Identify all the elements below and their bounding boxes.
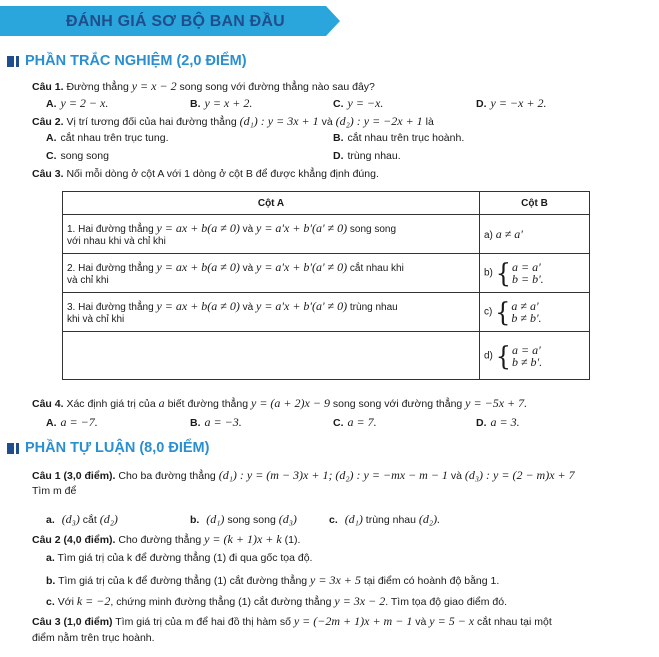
section-heading-multiple-choice: PHẦN TRẮC NGHIỆM (2,0 ĐIỂM) <box>7 53 247 69</box>
question-4: Câu 4. Xác định giá trị của a biết đường thẳng y = (a + 2)x − 9 song song với đường thẳng y = −5x + 7. <box>32 396 528 410</box>
column-a-row-1[interactable]: 1. Hai đường thẳng y = ax + b(a ≠ 0) và y = a'x + b'(a' ≠ 0) song song với nhau khi và chỉ khi <box>63 215 480 254</box>
essay-question-2: Câu 2 (4,0 điểm). Cho đường thẳng y = (k + 1)x + k (1). <box>32 532 301 546</box>
equation-system: { a = a' b = b'. <box>495 257 544 289</box>
column-b-header: Cột B <box>480 192 590 215</box>
section-marker-icon <box>7 56 14 67</box>
q2-option-b[interactable]: B. cắt nhau trên trục hoành. <box>333 132 465 144</box>
column-b-row-d[interactable]: d) { a = a' b ≠ b'. <box>480 332 590 380</box>
essay-q1-part-b: b. (d₁) song song (d₃) <box>190 512 297 526</box>
essay-question-3-continued: điểm nằm trên trục hoành. <box>32 632 155 644</box>
column-b-row-c[interactable]: c) { a ≠ a' b ≠ b'. <box>480 293 590 332</box>
equation-system: { a = a' b ≠ b'. <box>495 340 543 371</box>
essay-q2-part-c: c. Với k = −2, chứng minh đường thẳng (1) cắt đường thẳng y = 3x − 2. Tìm tọa độ giao điểm đó. <box>46 594 508 608</box>
question-2: Câu 2. Vị trí tương đối của hai đường thẳng (d₁) : y = 3x + 1 và (d₂) : y = −2x + 1 là <box>32 114 434 128</box>
section-marker-icon <box>16 56 19 67</box>
brace-icon: { <box>495 257 511 289</box>
section-heading-essay: PHẦN TỰ LUẬN (8,0 ĐIỂM) <box>7 440 209 456</box>
column-a-row-2[interactable]: 2. Hai đường thẳng y = ax + b(a ≠ 0) và y = a'x + b'(a' ≠ 0) cắt nhau khi và chỉ khi <box>63 254 480 293</box>
column-a-row-empty <box>63 332 480 380</box>
essay-q2-part-b: b. Tìm giá trị của k để đường thẳng (1) cắt đường thẳng y = 3x + 5 tại điểm có hoành độ bằng 1. <box>46 573 500 587</box>
essay-question-1: Câu 1 (3,0 điểm). Cho ba đường thẳng (d₁) : y = (m − 3)x + 1; (d₂) : y = −mx − m − 1 và (d₃) : y = (2 − m)x + 7 <box>32 468 575 482</box>
brace-icon: { <box>495 340 511 371</box>
section-marker-icon <box>16 443 19 454</box>
page-title: ĐÁNH GIÁ SƠ BỘ BAN ĐẦU <box>66 13 285 30</box>
q1-option-c[interactable]: C. y = −x. <box>333 96 384 110</box>
q1-option-b[interactable]: B. y = x + 2. <box>190 96 253 110</box>
q2-option-d[interactable]: D. trùng nhau. <box>333 150 401 162</box>
q2-option-c[interactable]: C. song song <box>46 150 109 162</box>
question-3: Câu 3. Nối mỗi dòng ở cột A với 1 dòng ở cột B để được khẳng định đúng. <box>32 168 379 180</box>
question-1: Câu 1. Đường thẳng y = x − 2 song song với đường thẳng nào sau đây? <box>32 79 375 93</box>
brace-icon: { <box>495 296 511 328</box>
q2-option-a[interactable]: A. cắt nhau trên trục tung. <box>46 132 169 144</box>
essay-q1-part-c: c. (d₁) trùng nhau (d₂). <box>329 512 441 526</box>
column-a-row-3[interactable]: 3. Hai đường thẳng y = ax + b(a ≠ 0) và y = a'x + b'(a' ≠ 0) trùng nhau khi và chỉ khi <box>63 293 480 332</box>
equation-system: { a ≠ a' b ≠ b'. <box>495 296 542 328</box>
column-a-header: Cột A <box>63 192 480 215</box>
essay-q1-part-a: a. (d₃) cắt (d₂) <box>46 512 118 526</box>
q4-option-c[interactable]: C. a = 7. <box>333 415 377 429</box>
essay-q2-part-a: a. Tìm giá trị của k để đường thẳng (1) đi qua gốc tọa độ. <box>46 552 313 564</box>
essay-question-3: Câu 3 (1,0 điểm) Tìm giá trị của m để hai đồ thị hàm số y = (−2m + 1)x + m − 1 và y = 5 − x cắt nhau tại một <box>32 614 552 628</box>
q1-option-d[interactable]: D. y = −x + 2. <box>476 96 547 110</box>
q1-option-a[interactable]: A. y = 2 − x. <box>46 96 109 110</box>
essay-question-1-prompt: Tìm m để <box>32 485 77 497</box>
column-b-row-b[interactable]: b) { a = a' b = b'. <box>480 254 590 293</box>
q4-option-a[interactable]: A. a = −7. <box>46 415 98 429</box>
section-marker-icon <box>7 443 14 454</box>
q4-option-b[interactable]: B. a = −3. <box>190 415 242 429</box>
q4-option-d[interactable]: D. a = 3. <box>476 415 520 429</box>
column-b-row-a[interactable]: a) a ≠ a' <box>480 215 590 254</box>
matching-table <box>62 191 590 380</box>
